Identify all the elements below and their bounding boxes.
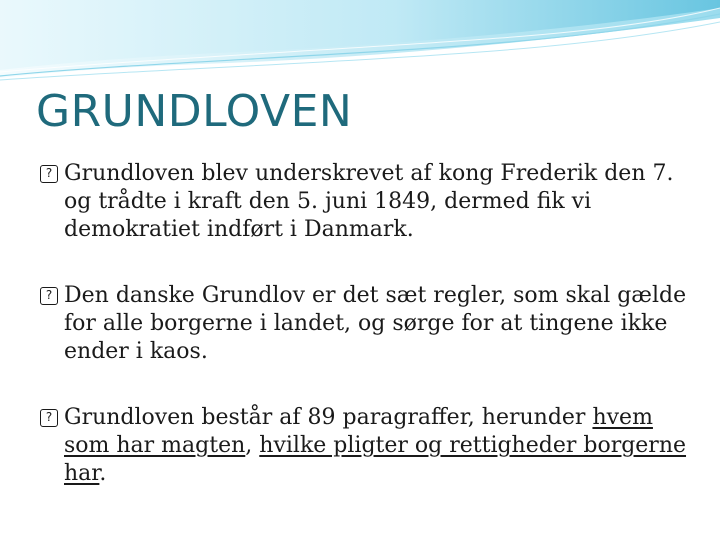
bullet-text-end: .: [99, 461, 107, 486]
link-hvem-som-har-magten[interactable]: hvem som har magten: [64, 405, 653, 458]
missing-glyph-icon: ?: [40, 409, 58, 427]
bullet-list: [40, 160, 700, 526]
bullet-text: Den danske Grundlov er det sæt regler, som skal gælde for alle borgerne i landet, og sørge for at tingene ikke ender i kaos.: [64, 283, 687, 364]
link-pligter-og-rettigheder[interactable]: hvilke pligter og rettigheder borgerne har: [64, 433, 687, 486]
bullet-item: [40, 404, 700, 488]
bullet-item: [40, 282, 700, 366]
missing-glyph-icon: ?: [40, 165, 58, 183]
bullet-item: [40, 160, 700, 244]
bullet-text: Grundloven blev underskrevet af kong Frederik den 7. og trådte i kraft den 5. juni 1849, dermed fik vi demokratiet indført i Danmark.: [64, 161, 674, 242]
bullet-text: Grundloven består af 89 paragraffer, herunder: [64, 405, 593, 430]
missing-glyph-icon: ?: [40, 287, 58, 305]
header-wave-decoration: [0, 0, 720, 90]
slide-title: GRUNDLOVEN: [36, 86, 353, 137]
link-separator: ,: [245, 433, 260, 458]
